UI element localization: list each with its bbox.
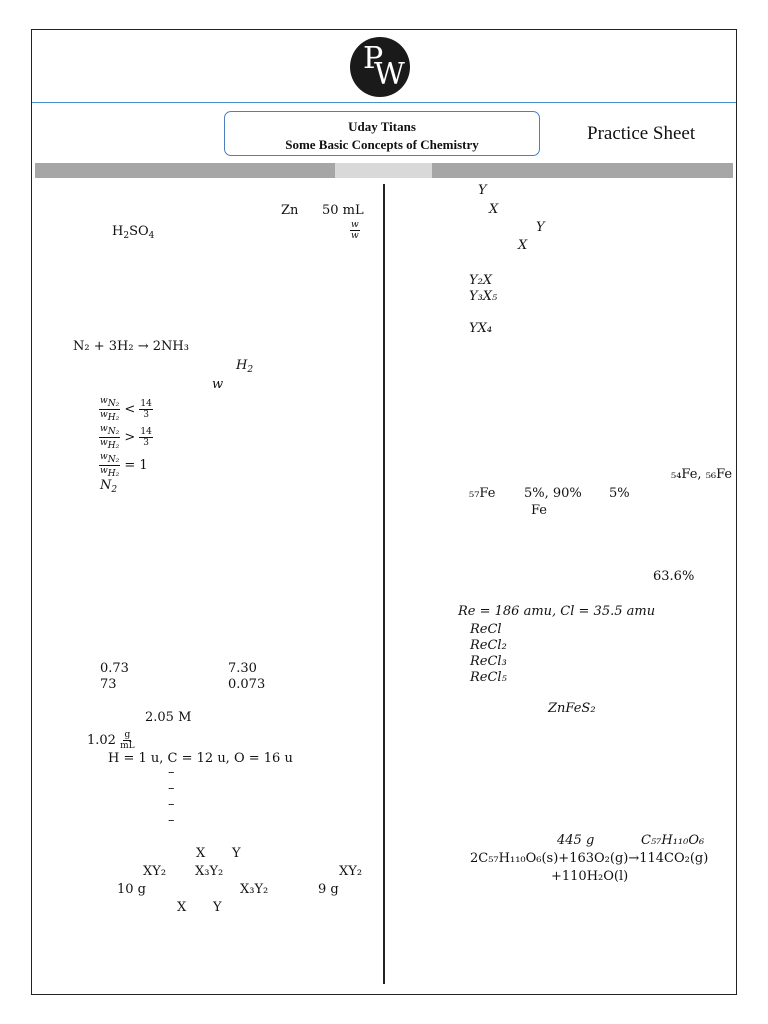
option-recl2: ReCl₂ (470, 638, 507, 653)
x-symbol-2: X (518, 238, 528, 253)
option-a: 0.73 (100, 661, 129, 676)
dash-1: – (168, 765, 175, 780)
percentages: 5%, 90% (524, 486, 582, 501)
option-y3x5: Y₃X₅ (469, 289, 498, 304)
compound-formula: C₅₇H₁₁₀O₆ (641, 833, 705, 848)
combustion-equation-line1: 2C₅₇H₁₁₀O₆(s)+163O₂(g)→114CO₂(g) (470, 851, 709, 866)
header-divider (32, 102, 736, 103)
option-c: 73 (100, 677, 117, 692)
option-yx4: YX₄ (469, 321, 493, 336)
mass-445g: 445 g (557, 833, 595, 848)
y-label: Y (232, 846, 241, 861)
percent-636: 63.6% (653, 569, 695, 584)
znfes2-formula: ZnFeS₂ (548, 701, 596, 716)
logo-letter-w: W (374, 57, 405, 92)
option-ratio-equal: $\frac{w_{N_2}}{w_{H_2}}$ = 1 (100, 452, 148, 479)
xy2-label-2: XY₂ (339, 864, 363, 879)
logo-letter-p: P (363, 41, 384, 76)
percent-5: 5% (609, 486, 630, 501)
y-symbol-2: Y (536, 220, 545, 235)
ww-fraction: $\frac{w}{w}$ (351, 220, 359, 241)
practice-sheet-label: Practice Sheet (587, 123, 696, 144)
x3y2-label-2: X₃Y₂ (240, 882, 269, 897)
option-d: 0.073 (228, 677, 266, 692)
option-recl: ReCl (470, 622, 502, 637)
header-bar-right (432, 163, 733, 178)
x-symbol-1: X (489, 202, 499, 217)
volume-label: 50 mL (322, 203, 364, 218)
title-box (224, 111, 540, 156)
title-line1: Uday Titans (348, 119, 416, 134)
x3y2-label-1: X₃Y₂ (195, 864, 224, 879)
x-label: X (196, 846, 206, 861)
mass-9g: 9 g (318, 882, 339, 897)
option-b: 7.30 (228, 661, 257, 676)
zn-label: Zn (281, 203, 299, 218)
dash-2: – (168, 781, 175, 796)
fe57-isotope: ₅₇Fe (469, 486, 496, 501)
fe-isotopes: ₅₄Fe, ₅₆Fe (671, 467, 733, 482)
option-recl3: ReCl₃ (470, 654, 507, 669)
option-ratio-greater: $\frac{w_{N_2}}{w_{H_2}}$ > $\frac{14}{3}$ (100, 424, 152, 451)
x-label-2: X (177, 900, 187, 915)
option-ratio-less: $\frac{w_{N_2}}{w_{H_2}}$ < $\frac{14}{3}$ (100, 396, 152, 423)
column-divider (383, 184, 385, 984)
molarity-value: 2.05 M (145, 710, 192, 725)
w-symbol: w (212, 377, 224, 392)
title-line2: Some Basic Concepts of Chemistry (285, 137, 479, 152)
h2so4-formula: $H_2SO_4$ (112, 224, 155, 241)
combustion-equation-line2: +110H₂O(l) (551, 869, 629, 884)
h2-symbol: $H_2$ (236, 358, 254, 375)
option-recl5: ReCl₅ (470, 670, 507, 685)
fe-label: Fe (531, 503, 548, 518)
ammonia-reaction: N₂ + 3H₂ → 2NH₃ (73, 339, 189, 354)
pw-logo (350, 37, 410, 97)
atomic-mass-data: Re = 186 amu, Cl = 35.5 amu (458, 604, 656, 619)
y-label-2: Y (213, 900, 222, 915)
dash-4: – (168, 813, 175, 828)
xy2-label-1: XY₂ (143, 864, 167, 879)
density-value: 1.02 $\frac{g}{mL}$ (87, 730, 135, 751)
header-bar-left (35, 163, 335, 178)
y-symbol-1: Y (478, 183, 487, 198)
mass-10g: 10 g (117, 882, 146, 897)
atomic-masses: H = 1 u, C = 12 u, O = 16 u (108, 751, 293, 766)
n2-option: $N_2$ (100, 478, 118, 495)
dash-3: – (168, 797, 175, 812)
header-bar-middle (335, 163, 432, 178)
option-y2x: Y₂X (469, 273, 493, 288)
